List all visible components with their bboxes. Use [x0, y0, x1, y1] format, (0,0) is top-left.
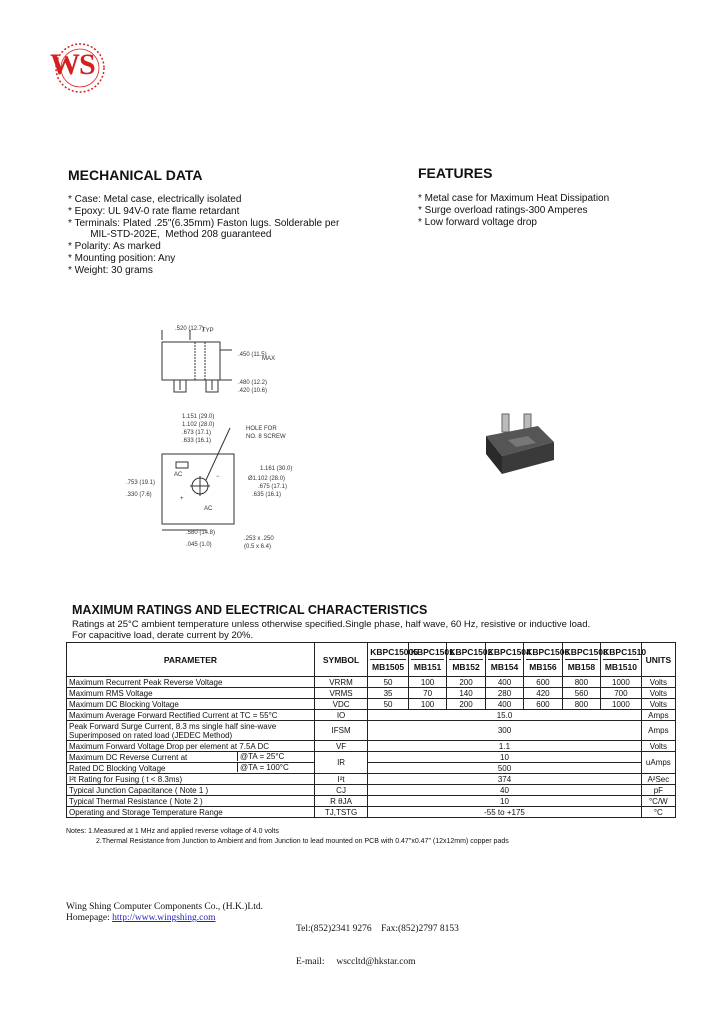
value-cell: 100 — [408, 677, 446, 688]
dim-label: TYP — [202, 328, 214, 334]
value-cell: 1000 — [601, 677, 642, 688]
value-cell: 35 — [368, 688, 409, 699]
ratings-desc-line1: Ratings at 25°C ambient temperature unless otherwise specified.Single phase, half wave, 60 Hz, resistive or inductive load. — [72, 619, 591, 630]
value-cell: 800 — [562, 677, 600, 688]
dim-label: .633 (16.1) — [182, 438, 212, 444]
header-part: KBPC1508 MB158 — [562, 643, 600, 677]
value-cell: 500 — [368, 763, 641, 774]
homepage-link[interactable]: http://www.wingshing.com — [112, 913, 216, 923]
value-cell: 1000 — [601, 699, 642, 710]
dim-label: .673 (17.1) — [182, 430, 212, 436]
footer-right — [296, 902, 459, 979]
table-header-row — [67, 643, 676, 677]
list-item: * Terminals: Plated .25"(6.35mm) Faston lugs. Solderable per — [68, 217, 340, 229]
note-1: Notes: 1.Measured at 1 MHz and applied reverse voltage of 4.0 volts — [66, 828, 279, 835]
company-name: Wing Shing Computer Components Co., (H.K.)Ltd. — [66, 902, 263, 912]
units-cell: Amps — [641, 710, 675, 721]
dim-label: (0.5 x 6.4) — [244, 544, 272, 550]
header-part: KBPC1510 MB1510 — [601, 643, 642, 677]
value-cell: 400 — [485, 677, 523, 688]
table-row — [67, 774, 676, 785]
value-cell: 400 — [485, 699, 523, 710]
param-cell: Peak Forward Surge Current, 8.3 ms single half sine-wave Superimposed on rated load (JEDEC Method) — [67, 721, 315, 741]
header-parameter: PARAMETER — [67, 643, 315, 677]
value-cell: 600 — [524, 677, 562, 688]
header-part: KBPC1501 MB151 — [408, 643, 446, 677]
list-item: * Surge overload ratings-300 Amperes — [418, 204, 588, 216]
header-part: KBPC1502 MB152 — [447, 643, 485, 677]
dim-label: HOLE FOR — [246, 426, 277, 432]
symbol-cell: I²t — [314, 774, 367, 785]
dim-label: .580 (14.8) — [186, 530, 216, 536]
param-cell: Maximum Forward Voltage Drop per element at 7.5A DC — [67, 741, 315, 752]
units-cell: A²Sec — [641, 774, 675, 785]
dim-label: 1.102 (28.0) — [182, 422, 215, 428]
ratings-title: MAXIMUM RATINGS AND ELECTRICAL CHARACTERISTICS — [72, 603, 428, 617]
dim-label: .330 (7.6) — [126, 492, 152, 498]
value-cell: 100 — [408, 699, 446, 710]
ac-label: AC — [174, 472, 183, 478]
list-item: * Low forward voltage drop — [418, 216, 537, 228]
symbol-cell: IFSM — [314, 721, 367, 741]
ratings-desc — [72, 619, 590, 641]
symbol-cell: IO — [314, 710, 367, 721]
symbol-cell: VRMS — [314, 688, 367, 699]
dim-label: .520 (12.7) — [175, 326, 205, 332]
param-cell: Maximum DC Blocking Voltage — [67, 699, 315, 710]
units-cell: °C — [641, 807, 675, 818]
features-title: FEATURES — [418, 165, 493, 181]
value-cell: 10 — [368, 796, 641, 807]
symbol-cell: IR — [314, 752, 367, 774]
note-2: 2.Thermal Resistance from Junction to Ambient and from Junction to lead mounted on PCB with 0.47"x0.47" (12x12mm) copper pads — [96, 838, 509, 845]
value-cell: 374 — [368, 774, 641, 785]
header-symbol: SYMBOL — [314, 643, 367, 677]
symbol-cell: VDC — [314, 699, 367, 710]
homepage-label: Homepage: — [66, 913, 110, 923]
units-cell: Volts — [641, 677, 675, 688]
value-cell: 420 — [524, 688, 562, 699]
mechanical-title: MECHANICAL DATA — [68, 167, 203, 183]
param-cell: Maximum Average Forward Rectified Current at TC = 55°C — [67, 710, 315, 721]
homepage-line — [66, 913, 263, 924]
dim-label: 1.151 (29.0) — [182, 414, 215, 420]
param-cell: Maximum DC Reverse Current at @TA = 25°C — [67, 752, 315, 763]
symbol-cell: CJ — [314, 785, 367, 796]
header-part: KBPC15005 MB1505 — [368, 643, 409, 677]
header-part: KBPC1506 MB156 — [524, 643, 562, 677]
table-row — [67, 721, 676, 741]
value-cell: 700 — [601, 688, 642, 699]
dim-label: Ø1.102 (28.0) — [248, 476, 286, 482]
units-cell: Volts — [641, 741, 675, 752]
value-cell: 200 — [447, 677, 485, 688]
value-cell: 50 — [368, 699, 409, 710]
value-cell: 600 — [524, 699, 562, 710]
table-row — [67, 710, 676, 721]
list-item: MIL-STD-202E, Method 208 guaranteed — [68, 229, 272, 241]
dim-label: .753 (19.1) — [126, 480, 156, 486]
footer-left — [66, 902, 263, 924]
dim-label: .675 (17.1) — [258, 484, 288, 490]
list-item: * Mounting position: Any — [68, 252, 176, 264]
list-item: * Weight: 30 grams — [68, 264, 153, 276]
product-photo — [478, 412, 558, 478]
ratings-desc-line2: For capacitive load, derate current by 20%. — [72, 630, 254, 641]
value-cell: 70 — [408, 688, 446, 699]
table-row — [67, 763, 676, 774]
mechanical-drawing — [120, 318, 310, 558]
table-row — [67, 796, 676, 807]
table-row — [67, 677, 676, 688]
value-cell: 200 — [447, 699, 485, 710]
list-item: * Case: Metal case, electrically isolated — [68, 194, 242, 205]
email-line[interactable]: E-mail: wsccltd@hkstar.com — [296, 957, 416, 967]
units-cell: pF — [641, 785, 675, 796]
ratings-table — [66, 642, 676, 818]
param-cell: Typical Thermal Resistance ( Note 2 ) — [67, 796, 315, 807]
value-cell: 280 — [485, 688, 523, 699]
list-item: * Polarity: As marked — [68, 241, 161, 253]
plus-label: + — [180, 496, 184, 502]
features-list — [418, 193, 609, 228]
param-cell: I²t Rating for Fusing ( t < 8.3ms) — [67, 774, 315, 785]
units-cell: °C/W — [641, 796, 675, 807]
symbol-cell: VRRM — [314, 677, 367, 688]
table-row — [67, 741, 676, 752]
dim-label: .253 x .250 — [244, 536, 274, 542]
table-row — [67, 785, 676, 796]
units-cell: uAmps — [641, 752, 675, 774]
value-cell: 15.0 — [368, 710, 641, 721]
symbol-cell: R θJA — [314, 796, 367, 807]
table-row — [67, 807, 676, 818]
param-cell: Operating and Storage Temperature Range — [67, 807, 315, 818]
notes — [66, 827, 509, 847]
value-cell: 50 — [368, 677, 409, 688]
value-cell: 10 — [368, 752, 641, 763]
list-item: * Epoxy: UL 94V-0 rate flame retardant — [68, 205, 240, 217]
list-item: * Metal case for Maximum Heat Dissipation — [418, 193, 610, 204]
dim-label: .450 (11.5) — [238, 352, 267, 358]
param-cell: Maximum Recurrent Peak Reverse Voltage — [67, 677, 315, 688]
dim-label: 1.161 (30.0) — [260, 466, 293, 472]
value-cell: -55 to +175 — [368, 807, 641, 818]
param-cell: Rated DC Blocking Voltage @TA = 100°C — [67, 763, 315, 774]
value-cell: 800 — [562, 699, 600, 710]
logo-text: WS — [50, 48, 95, 81]
minus-label: − — [216, 474, 220, 480]
dim-label: .480 (12.2) — [238, 380, 268, 386]
phone-fax: Tel:(852)2341 9276 Fax:(852)2797 8153 — [296, 924, 459, 934]
table-row — [67, 699, 676, 710]
units-cell: Volts — [641, 688, 675, 699]
symbol-cell: TJ,TSTG — [314, 807, 367, 818]
value-cell: 560 — [562, 688, 600, 699]
symbol-cell: VF — [314, 741, 367, 752]
param-cell: Typical Junction Capacitance ( Note 1 ) — [67, 785, 315, 796]
value-cell: 140 — [447, 688, 485, 699]
ac-label: AC — [204, 506, 213, 512]
header-units: UNITS — [641, 643, 675, 677]
mechanical-list — [68, 194, 339, 277]
value-cell: 1.1 — [368, 741, 641, 752]
dim-label: MAX — [262, 356, 276, 362]
header-part: KBPC1504 MB154 — [485, 643, 523, 677]
units-cell: Amps — [641, 721, 675, 741]
dim-label: .420 (10.6) — [238, 388, 268, 394]
dim-label: NO. 8 SCREW — [246, 434, 286, 440]
table-row — [67, 752, 676, 763]
value-cell: 300 — [368, 721, 641, 741]
table-row — [67, 688, 676, 699]
param-cell: Maximum RMS Voltage — [67, 688, 315, 699]
company-logo — [46, 40, 114, 96]
dim-label: .045 (1.0) — [186, 542, 212, 548]
units-cell: Volts — [641, 699, 675, 710]
dim-label: .635 (16.1) — [252, 492, 282, 498]
value-cell: 40 — [368, 785, 641, 796]
